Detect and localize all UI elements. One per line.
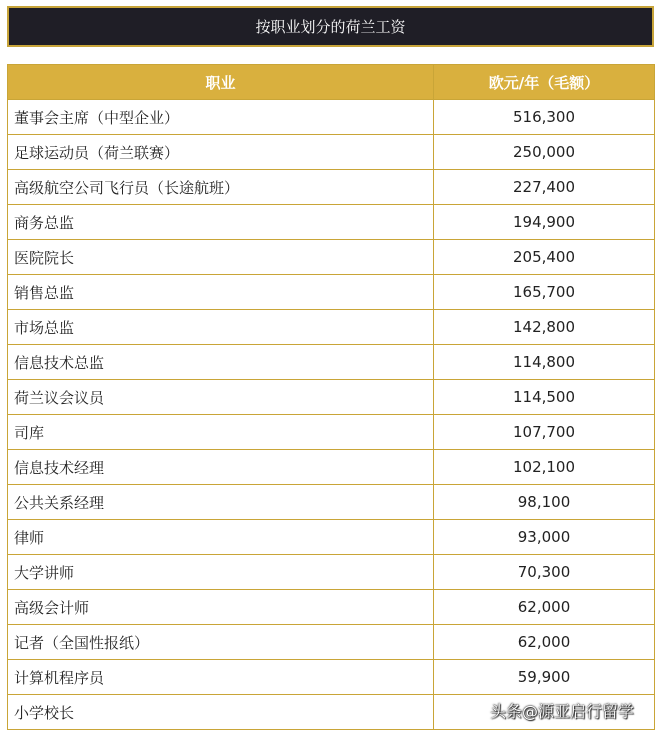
occupation-cell: 高级航空公司飞行员（长途航班） — [8, 170, 434, 205]
occupation-cell: 高级会计师 — [8, 590, 434, 625]
occupation-cell: 小学校长 — [8, 695, 434, 730]
salary-cell: 114,500 — [434, 380, 655, 415]
occupation-cell: 董事会主席（中型企业） — [8, 100, 434, 135]
occupation-cell: 记者（全国性报纸） — [8, 625, 434, 660]
table-row — [8, 170, 655, 205]
table-row — [8, 485, 655, 520]
table-row — [8, 625, 655, 660]
table-row — [8, 380, 655, 415]
table-row — [8, 205, 655, 240]
occupation-cell: 市场总监 — [8, 310, 434, 345]
occupation-cell: 信息技术总监 — [8, 345, 434, 380]
salary-cell: 194,900 — [434, 205, 655, 240]
salary-cell: 205,400 — [434, 240, 655, 275]
header-salary: 欧元/年（毛额） — [434, 65, 655, 100]
table-row — [8, 275, 655, 310]
salary-table — [7, 64, 655, 730]
title-text: 按职业划分的荷兰工资 — [255, 18, 406, 36]
salary-cell: 93,000 — [434, 520, 655, 555]
occupation-cell: 足球运动员（荷兰联赛） — [8, 135, 434, 170]
table-row — [8, 135, 655, 170]
occupation-cell: 公共关系经理 — [8, 485, 434, 520]
salary-cell: 142,800 — [434, 310, 655, 345]
table-title — [7, 6, 654, 47]
table-row — [8, 520, 655, 555]
table-row — [8, 240, 655, 275]
occupation-cell: 信息技术经理 — [8, 450, 434, 485]
salary-cell: 70,300 — [434, 555, 655, 590]
salary-cell: 102,100 — [434, 450, 655, 485]
salary-cell: 227,400 — [434, 170, 655, 205]
table-row — [8, 590, 655, 625]
table-row — [8, 450, 655, 485]
table-row — [8, 310, 655, 345]
occupation-cell: 计算机程序员 — [8, 660, 434, 695]
salary-cell: 114,800 — [434, 345, 655, 380]
salary-cell: 107,700 — [434, 415, 655, 450]
occupation-cell: 荷兰议会议员 — [8, 380, 434, 415]
occupation-cell: 销售总监 — [8, 275, 434, 310]
occupation-cell: 律师 — [8, 520, 434, 555]
salary-cell: 165,700 — [434, 275, 655, 310]
salary-cell: 516,300 — [434, 100, 655, 135]
table-body — [8, 100, 655, 730]
salary-table-container — [7, 64, 654, 730]
table-row — [8, 345, 655, 380]
salary-cell: 98,100 — [434, 485, 655, 520]
occupation-cell: 司库 — [8, 415, 434, 450]
salary-cell: 59,900 — [434, 660, 655, 695]
watermark: 头条@源亚启行留学 — [490, 702, 635, 721]
salary-cell: 250,000 — [434, 135, 655, 170]
occupation-cell: 商务总监 — [8, 205, 434, 240]
occupation-cell: 大学讲师 — [8, 555, 434, 590]
salary-cell: 62,000 — [434, 625, 655, 660]
table-row — [8, 660, 655, 695]
table-row — [8, 555, 655, 590]
table-header-row — [8, 65, 655, 100]
salary-cell: 62,000 — [434, 590, 655, 625]
occupation-cell: 医院院长 — [8, 240, 434, 275]
header-occupation: 职业 — [8, 65, 434, 100]
table-row — [8, 100, 655, 135]
table-row — [8, 415, 655, 450]
